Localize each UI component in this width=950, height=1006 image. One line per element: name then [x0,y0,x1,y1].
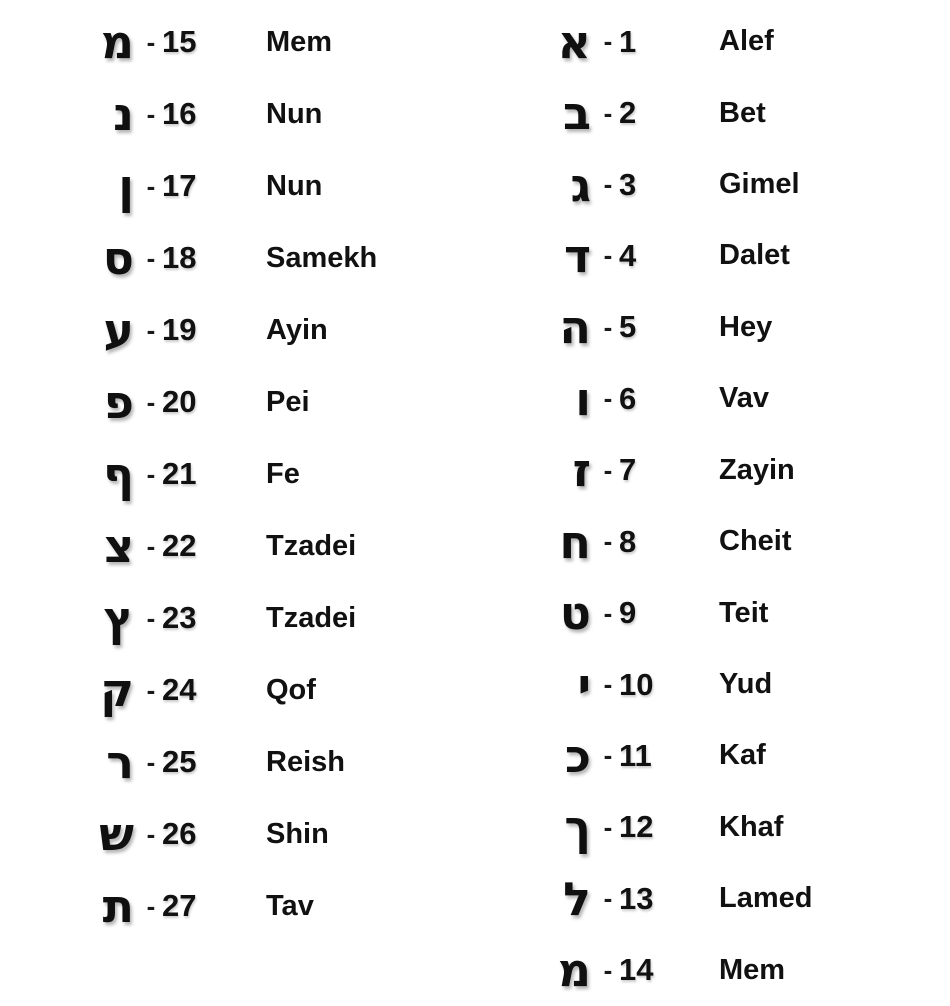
letter-name: Samekh [266,241,378,274]
letter-number: 15 [162,24,197,59]
letter-number: 5 [619,309,637,345]
letter-number: 4 [619,237,637,273]
letter-number: 11 [619,737,652,773]
hebrew-letter-glyph: י [577,657,591,712]
letter-number: 7 [619,452,637,488]
letter-name: Fe [266,457,300,490]
hebrew-letter-glyph: ו [575,371,591,426]
hebrew-letter-glyph: ט [559,586,591,641]
separator-dash: - [603,26,613,57]
separator-dash: - [603,883,613,914]
separator-dash: - [146,890,156,921]
separator-dash: - [146,170,156,201]
letter-name: Gimel [719,168,800,201]
letter-row [0,798,475,870]
letter-number: 14 [619,952,654,988]
letter-name: Lamed [719,882,813,915]
letter-glyph-cell [485,728,597,783]
letter-number: 6 [619,380,637,416]
letter-row [475,863,950,934]
left-column [0,6,475,1006]
letter-row [0,366,475,438]
letter-number: 26 [162,816,197,851]
letter-number: 25 [162,744,197,779]
letter-name: Zayin [719,453,795,486]
letter-name: Dalet [719,239,790,272]
letter-glyph-cell [485,514,597,569]
hebrew-letter-glyph: מ [557,943,591,998]
letter-row [0,870,475,942]
hebrew-letter-glyph: ל [563,871,591,926]
letter-number: 21 [162,456,197,491]
separator-dash: - [146,26,156,57]
letter-glyph-cell [485,14,597,69]
hebrew-letter-glyph: נ [113,87,134,141]
hebrew-letter-glyph: ץ [103,591,134,645]
letter-glyph-cell [28,15,140,69]
hebrew-letter-glyph: ד [563,228,591,283]
letter-glyph-cell [28,879,140,933]
right-column [475,6,950,1006]
letter-glyph-cell [28,375,140,429]
letter-glyph-cell [28,159,140,213]
letter-name: Cheit [719,525,792,558]
letter-number: 1 [619,23,637,59]
letter-name: Qof [266,673,316,706]
letter-name: Kaf [719,739,766,772]
letter-number: 8 [619,523,637,559]
letter-row [475,720,950,791]
letter-glyph-cell [28,447,140,501]
hebrew-letter-glyph: צ [103,519,134,573]
separator-dash: - [146,386,156,417]
letter-row [475,363,950,434]
separator-dash: - [603,454,613,485]
letter-glyph-cell [485,300,597,355]
letter-name: Vav [719,382,769,415]
letter-row [0,6,475,78]
letter-glyph-cell [28,87,140,141]
hebrew-letter-glyph: א [557,14,591,69]
letter-glyph-cell [485,800,597,855]
separator-dash: - [146,746,156,777]
letter-name: Tzadei [266,529,357,562]
letter-name: Nun [266,97,323,130]
separator-dash: - [603,526,613,557]
letter-number: 22 [162,528,197,563]
letter-row [475,934,950,1005]
letter-glyph-cell [485,228,597,283]
hebrew-letter-glyph: פ [103,375,134,429]
hebrew-letter-glyph: ף [102,447,134,501]
hebrew-letter-glyph: ת [102,879,134,933]
letter-glyph-cell [485,86,597,141]
letter-row [475,435,950,506]
letter-name: Reish [266,745,345,778]
letter-row [475,220,950,291]
letter-glyph-cell [28,735,140,789]
letter-row [475,77,950,148]
hebrew-letter-glyph: ס [102,231,134,285]
letter-number: 19 [162,312,197,347]
letter-row [475,577,950,648]
separator-dash: - [603,169,613,200]
letter-glyph-cell [485,371,597,426]
letter-glyph-cell [28,807,140,861]
letter-glyph-cell [28,591,140,645]
separator-dash: - [603,669,613,699]
hebrew-letter-glyph: מ [100,15,134,69]
separator-dash: - [603,97,613,128]
letter-number: 16 [162,96,197,131]
separator-dash: - [603,597,613,628]
separator-dash: - [146,458,156,489]
hebrew-letter-glyph: ב [562,86,591,141]
letter-name: Mem [266,25,333,58]
letter-row [0,294,475,366]
letter-name: Tav [266,889,314,922]
letter-name: Mem [719,953,786,986]
letter-row [475,292,950,363]
hebrew-letter-glyph: ש [99,807,134,861]
letter-glyph-cell [485,943,597,998]
separator-dash: - [146,314,156,345]
letter-glyph-cell [485,157,597,212]
letter-glyph-cell [485,657,597,712]
letter-name: Teit [719,596,769,629]
letter-row [0,78,475,150]
letter-glyph-cell [28,519,140,573]
separator-dash: - [603,383,613,414]
letter-number: 2 [619,95,637,131]
hebrew-letter-glyph: ז [572,443,591,498]
letter-glyph-cell [28,303,140,357]
letter-row [0,438,475,510]
hebrew-letter-glyph: ר [106,735,134,789]
letter-number: 13 [619,880,654,916]
letter-row [475,6,950,77]
letter-number: 24 [162,672,197,707]
separator-dash: - [146,242,156,273]
letter-row [0,222,475,294]
letter-name: Shin [266,817,329,850]
letter-number: 27 [162,888,197,923]
letter-row [475,149,950,220]
letter-row [0,150,475,222]
letter-name: Bet [719,96,766,129]
separator-dash: - [603,311,613,342]
hebrew-letter-glyph: ק [100,663,134,717]
separator-dash: - [146,674,156,705]
hebrew-letter-glyph: ך [564,800,591,855]
letter-name: Pei [266,385,310,418]
separator-dash: - [603,954,613,985]
letter-number: 20 [162,384,197,419]
letter-glyph-cell [485,443,597,498]
letter-row [475,506,950,577]
letter-row [475,792,950,863]
letter-row [0,582,475,654]
letter-number: 17 [162,168,197,203]
separator-dash: - [146,602,156,633]
letter-glyph-cell [28,663,140,717]
letter-number: 18 [162,240,197,275]
hebrew-letter-glyph: ג [570,157,591,212]
letter-name: Khaf [719,810,784,843]
letter-glyph-cell [485,586,597,641]
hebrew-letter-glyph: ה [559,300,591,355]
separator-dash: - [603,240,613,271]
letter-glyph-cell [485,871,597,926]
separator-dash: - [603,811,613,842]
hebrew-letter-glyph: ן [118,159,134,213]
letter-number: 3 [619,166,637,202]
separator-dash: - [146,530,156,561]
letter-number: 10 [619,666,654,702]
hebrew-letter-glyph: ח [559,514,591,569]
letter-name: Yud [719,668,773,700]
letter-name: Nun [266,169,323,202]
letter-row [0,726,475,798]
hebrew-letter-glyph: כ [564,728,591,783]
letter-row [0,510,475,582]
letter-number: 12 [619,809,654,845]
hebrew-letter-glyph: ע [103,303,134,357]
letter-name: Alef [719,25,774,58]
letter-name: Ayin [266,313,328,346]
separator-dash: - [603,740,613,771]
letter-row [0,654,475,726]
separator-dash: - [146,98,156,129]
letter-row [475,649,950,720]
letter-number: 23 [162,600,197,635]
letter-number: 9 [619,595,637,631]
letter-name: Tzadei [266,601,357,634]
letter-glyph-cell [28,231,140,285]
separator-dash: - [146,818,156,849]
letter-name: Hey [719,310,773,343]
